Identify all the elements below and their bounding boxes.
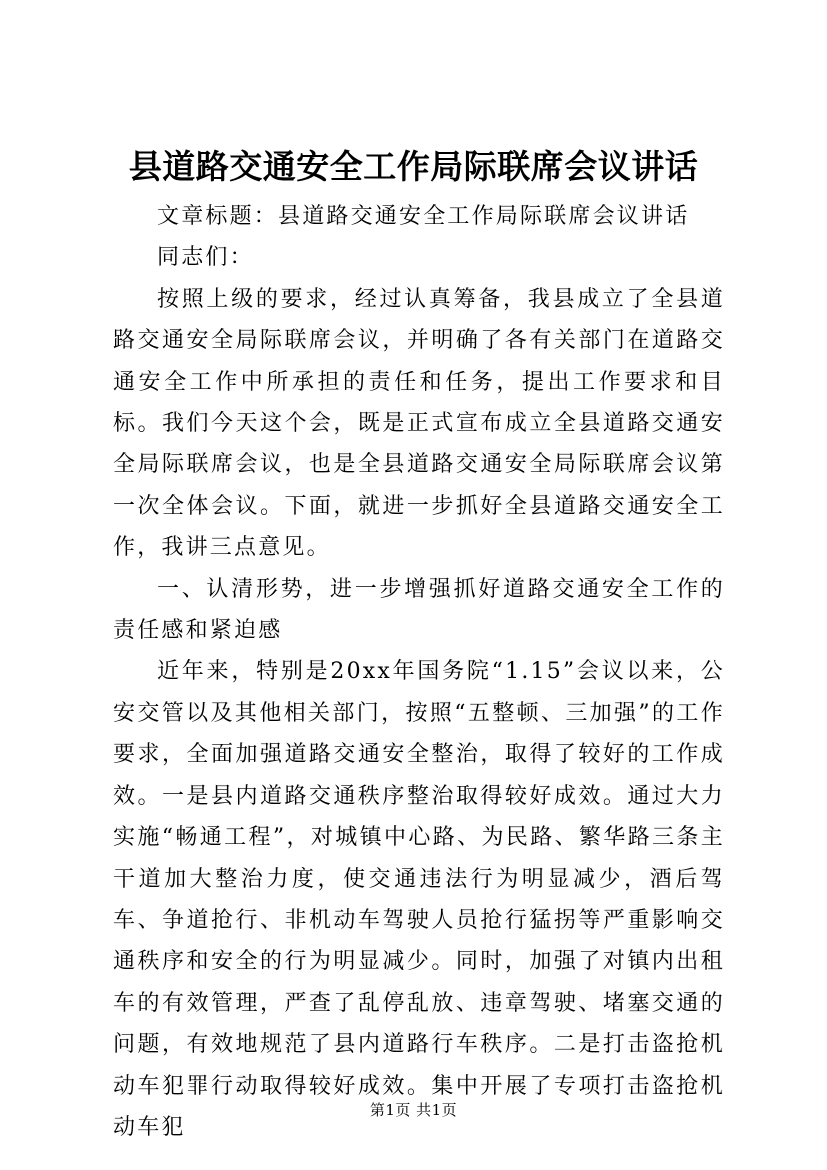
- salutation: 同志们：: [157, 245, 254, 271]
- document-body: [113, 196, 725, 1148]
- document-title: 县道路交通安全工作局际联席会议讲话: [128, 147, 699, 186]
- body-paragraph: 按照上级的要求，经过认真筹备，我县成立了全县道路交通安全局际联席会议，并明确了各有关部门在道路交通安全工作中所承担的责任和任务，提出工作要求和目标。我们今天这个会，既是正式宣布成立全县道路交通安全局际联席会议，也是全县道路交通安全局际联席会议第一次全体会议。下面，就进一步抓好全县道路交通安全工作，我讲三点意见。: [113, 286, 725, 561]
- body-paragraph: 近年来，特别是20xx年国务院“1.15”会议以来，公安交管以及其他相关部门，按照“五整顿、三加强”的工作要求，全面加强道路交通安全整治，取得了较好的工作成效。一是县内道路交通秩序整治取得较好成效。通过大力实施“畅通工程”，对城镇中心路、为民路、繁华路三条主干道加大整治力度，使交通违法行为明显减少，酒后驾车、争道抢行、非机动车驾驶人员抢行猛拐等严重影响交通秩序和安全的行为明显减少。同时，加强了对镇内出租车的有效管理，严查了乱停乱放、违章驾驶、堵塞交通的问题，有效地规范了县内道路行车秩序。二是打击盗抢机动车犯罪行动取得较好成效。集中开展了专项打击盗抢机动车犯: [113, 659, 725, 1140]
- article-title-line: 文章标题：县道路交通安全工作局际联席会议讲话: [157, 204, 690, 229]
- section-heading: 一、认清形势，进一步增强抓好道路交通安全工作的责任感和紧迫感: [113, 576, 725, 644]
- page-footer: 第1页 共1页: [369, 1101, 458, 1119]
